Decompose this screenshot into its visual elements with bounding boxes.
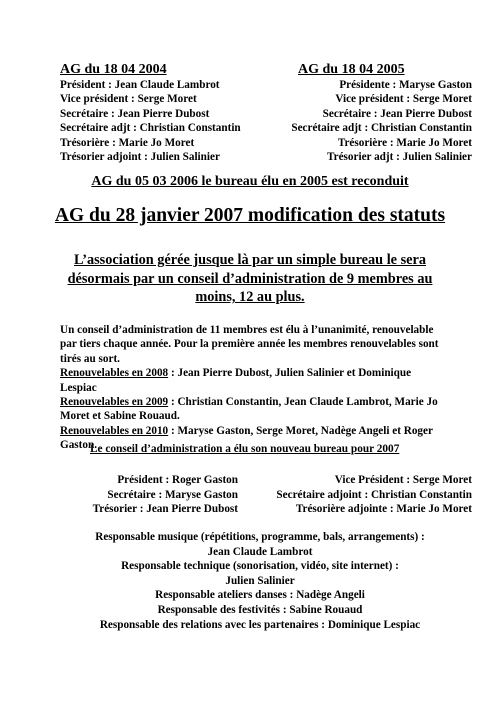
responsable-line: Responsable des relations avec les partenaires : Dominique Lespiac	[99, 618, 421, 631]
ag-2006-reconduit: AG du 05 03 2006 le bureau élu en 2005 est reconduit	[91, 174, 409, 189]
responsable-line: Responsable technique (sonorisation, vidéo, site internet) :	[121, 560, 399, 573]
responsable-line: Responsable des festivités : Sabine Rouaud	[157, 603, 363, 616]
renouvelables-2008	[60, 366, 442, 395]
bureau-row	[60, 488, 480, 503]
ag-2005-line: Présidente : Maryse Gaston	[339, 79, 472, 91]
ag-2004-line: Secrétaire adjt : Christian Constantin	[60, 122, 241, 135]
ag-2004-line: Secrétaire : Jean Pierre Dubost	[60, 107, 210, 120]
conseil-paragraph	[60, 323, 442, 453]
responsables-list	[40, 530, 480, 632]
bureau-grid	[60, 473, 480, 517]
ag-2004-line: Trésorière : Marie Jo Moret	[60, 136, 195, 149]
ag-2005-line: Secrétaire adjt : Christian Constantin	[291, 122, 472, 135]
responsable-line: Responsable musique (répétitions, programme, bals, arrangements) :	[95, 531, 425, 543]
ag-2004-line: Vice président : Serge Moret	[60, 93, 197, 106]
ag-2004-line: Président : Jean Claude Lambrot	[60, 79, 220, 91]
bureau-left: Secrétaire : Maryse Gaston	[107, 488, 238, 501]
ag-2005-heading: AG du 18 04 2005	[298, 62, 405, 77]
renouvelables-label: Renouvelables en 2009	[60, 396, 169, 409]
ag-2004-line: Trésorier adjoint : Julien Salinier	[60, 151, 220, 164]
responsable-line: Responsable ateliers danses : Nadège Angeli	[155, 589, 365, 602]
bureau-right: Trésorière adjointe : Marie Jo Moret	[295, 503, 472, 516]
ag-2004-block	[60, 62, 270, 164]
bureau-left: Président : Roger Gaston	[117, 474, 238, 486]
renouvelables-names: : Maryse Gaston, Serge Moret, Nadège Angeli et Roger Gaston.	[60, 424, 433, 452]
ag-2005-block	[272, 62, 472, 164]
renouvelables-names: : Jean Pierre Dubost, Julien Salinier et Dominique Lespiac	[60, 367, 412, 394]
bureau-right: Vice Président : Serge Moret	[334, 474, 472, 486]
renouvelables-label: Renouvelables en 2010	[60, 424, 169, 437]
renouvelables-label: Renouvelables en 2008	[60, 367, 169, 380]
ag-2005-line: Vice président : Serge Moret	[335, 93, 472, 106]
bureau-row	[60, 502, 480, 517]
ag-2005-line: Trésorier adjt : Julien Salinier	[326, 151, 472, 164]
renouvelables-2009	[60, 395, 442, 424]
conseil-text: Un conseil d’administration de 11 membres est élu à l’unanimité, renouvelable par tiers chaque année. Pour la première année les membres renouvelables sont tirés au sort.	[60, 324, 439, 365]
bureau-title: Le conseil d’administration a élu son nouveau bureau pour 2007	[90, 443, 400, 455]
bureau-left: Trésorier : Jean Pierre Dubost	[92, 503, 238, 516]
page-title: AG du 28 janvier 2007 modification des statuts	[54, 205, 446, 226]
ag-2005-line: Secrétaire : Jean Pierre Dubost	[322, 107, 472, 120]
responsable-line: Jean Claude Lambrot	[207, 545, 313, 558]
bureau-row	[60, 473, 480, 488]
intro-statement: L’association gérée jusque là par un simple bureau le sera désormais par un conseil d’administration de 9 membres au moins, 12 au plus.	[67, 252, 433, 305]
ag-2005-line: Trésorière : Marie Jo Moret	[337, 136, 472, 149]
ag-2004-heading: AG du 18 04 2004	[60, 62, 167, 77]
responsable-line: Julien Salinier	[225, 574, 295, 587]
renouvelables-names: : Christian Constantin, Jean Claude Lambrot, Marie Jo Moret et Sabine Rouaud.	[60, 396, 438, 423]
bureau-right: Secrétaire adjoint : Christian Constantin	[276, 488, 472, 501]
